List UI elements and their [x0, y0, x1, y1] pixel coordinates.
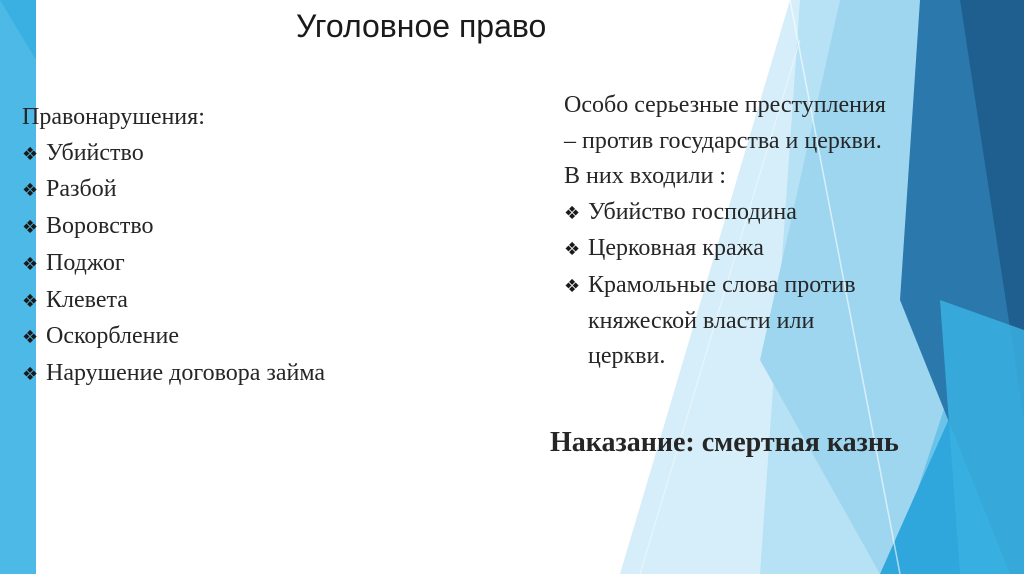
list-item-text: Убийство [46, 139, 144, 166]
diamond-bullet-icon: ❖ [22, 217, 39, 239]
list-item [564, 195, 894, 232]
list-item-text: Воровство [46, 213, 154, 240]
list-item [22, 209, 542, 246]
list-item-text: Поджог [46, 249, 125, 276]
list-item-text: Нарушение договора займа [46, 359, 326, 386]
diamond-bullet-icon: ❖ [22, 327, 39, 349]
list-item-text: Убийство господина [588, 198, 797, 225]
diamond-bullet-icon: ❖ [22, 180, 39, 202]
list-item-text: Клевета [46, 286, 128, 313]
diamond-bullet-icon: ❖ [22, 290, 39, 312]
diamond-bullet-icon: ❖ [22, 253, 39, 275]
list-item-text: Крамольные слова против княжеской власти или церкви. [588, 271, 856, 370]
serious-crimes-intro: Особо серьезные преступления – против государства и церкви. В них входили : [564, 92, 886, 190]
serious-crimes-block [564, 88, 894, 375]
punishment-text: Наказание: смертная казнь [550, 427, 899, 458]
serious-crimes-list [564, 195, 894, 375]
list-item-text: Оскорбление [46, 323, 180, 350]
diamond-bullet-icon: ❖ [22, 143, 39, 165]
offenses-list [22, 136, 542, 393]
offenses-heading: Правонарушения: [22, 104, 205, 130]
diamond-bullet-icon: ❖ [564, 239, 581, 261]
list-item [564, 231, 894, 268]
diamond-bullet-icon: ❖ [22, 363, 39, 385]
list-item [22, 283, 542, 320]
list-item [22, 136, 542, 173]
list-item [22, 319, 542, 356]
list-item [22, 246, 542, 283]
list-item [22, 172, 542, 209]
diamond-bullet-icon: ❖ [564, 275, 581, 297]
list-item [22, 356, 542, 393]
list-item-text: Церковная кража [588, 235, 764, 262]
list-item [564, 268, 894, 375]
diamond-bullet-icon: ❖ [564, 202, 581, 224]
slide-title: Уголовное право [296, 8, 547, 44]
offenses-block [22, 100, 542, 393]
list-item-text: Разбой [46, 176, 117, 203]
